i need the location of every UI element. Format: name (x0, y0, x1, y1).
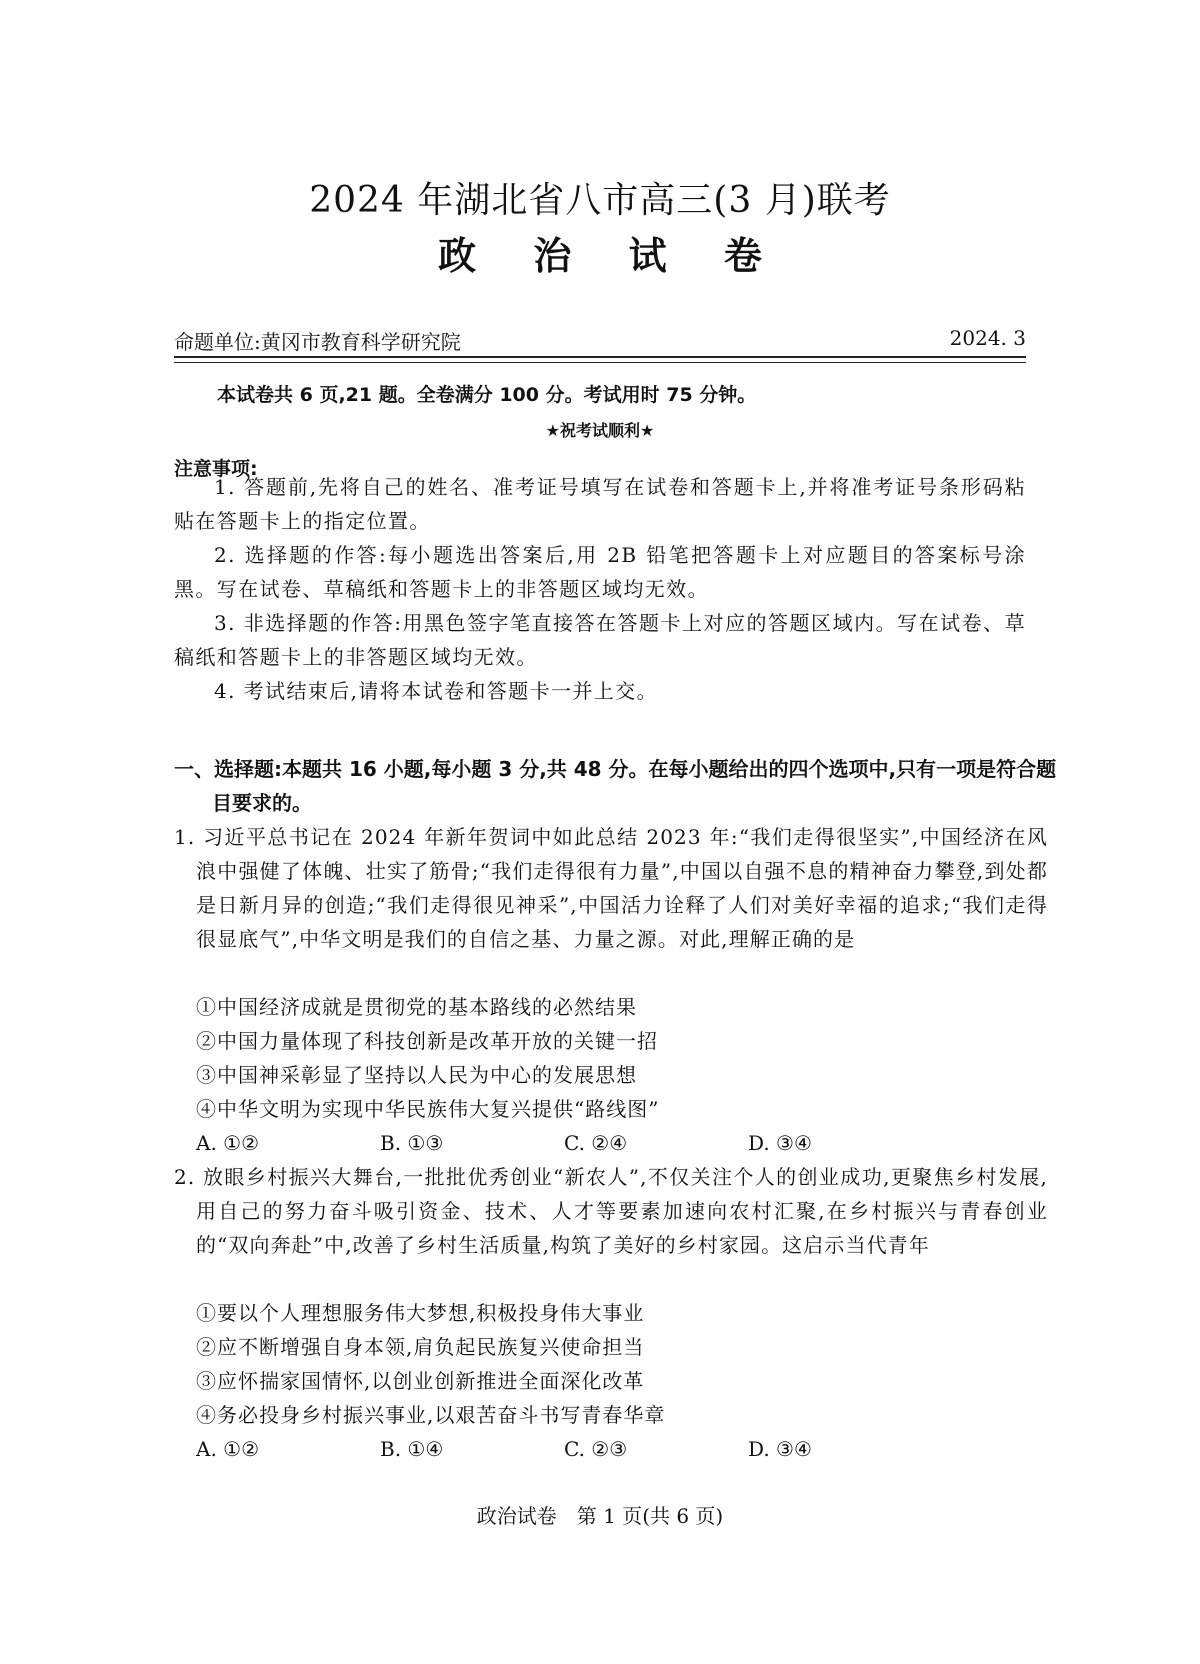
question-1-choice-d: D. ③④ (748, 1131, 812, 1155)
question-2-option: ④务必投身乡村振兴事业,以艰苦奋斗书写青春华章 (196, 1403, 666, 1427)
notice-item-3: 3. 非选择题的作答:用黑色签字笔直接答在答题卡上对应的答题区域内。写在试卷、草稿纸和答题卡上的非答题区域均无效。 (174, 611, 1026, 669)
question-1-stem: 1. 习近平总书记在 2024 年新年贺词中如此总结 2023 年:“我们走得很坚实”,中国经济在风浪中强健了体魄、壮实了筋骨;“我们走得很有力量”,中国以自强不息的精神奋力攀登,到处都是日新月异的创造;“我们走得很见神采”,中国活力诠释了人们对美好幸福的追求;“我们走得很显底气”,中华文明是我们的自信之基、力量之源。对此,理解正确的是 (174, 825, 1048, 951)
subject-title: 政 治 试 卷 (438, 234, 784, 278)
setter-unit: 命题单位:黄冈市教育科学研究院 (174, 330, 461, 354)
question-1-option: ③中国神采彰显了坚持以人民为中心的发展思想 (196, 1063, 637, 1087)
question-2-choice-d: D. ③④ (748, 1437, 812, 1461)
question-1-choice-a: A. ①② (196, 1131, 260, 1155)
header-divider-thick (174, 356, 1026, 358)
good-luck-banner: ★祝考试顺利★ (545, 421, 655, 440)
question-2-option: ③应怀揣家国情怀,以创业创新推进全面深化改革 (196, 1369, 645, 1393)
question-1-option: ④中华文明为实现中华民族伟大复兴提供“路线图” (196, 1097, 660, 1121)
question-1-choice-c: C. ②④ (564, 1131, 628, 1155)
exam-summary: 本试卷共 6 页,21 题。全卷满分 100 分。考试用时 75 分钟。 (217, 384, 757, 406)
question-1-option: ①中国经济成就是贯彻党的基本路线的必然结果 (196, 995, 637, 1019)
header-info-line (174, 326, 1026, 355)
header-divider-thin (174, 362, 1026, 363)
question-2-option: ①要以个人理想服务伟大梦想,积极投身伟大事业 (196, 1301, 645, 1325)
question-2-choice-c: C. ②③ (564, 1437, 628, 1461)
question-2-choice-b: B. ①④ (380, 1437, 444, 1461)
notice-item-4: 4. 考试结束后,请将本试卷和答题卡一并上交。 (214, 679, 658, 703)
question-1-option: ②中国力量体现了科技创新是改革开放的关键一招 (196, 1029, 658, 1053)
notice-item-2: 2. 选择题的作答:每小题选出答案后,用 2B 铅笔把答题卡上对应题目的答案标号涂黑。写在试卷、草稿纸和答题卡上的非答题区域均无效。 (174, 543, 1026, 601)
exam-title: 2024 年湖北省八市高三(3 月)联考 (309, 180, 891, 221)
question-1-choice-b: B. ①③ (380, 1131, 444, 1155)
exam-date: 2024. 3 (949, 326, 1026, 350)
section-heading-choice: 一、选择题:本题共 16 小题,每小题 3 分,共 48 分。在每小题给出的四个选项中,只有一项是符合题目要求的。 (174, 757, 1057, 815)
question-2-option: ②应不断增强自身本领,肩负起民族复兴使命担当 (196, 1335, 645, 1359)
notice-heading: 注意事项: (174, 458, 258, 480)
question-2-stem: 2. 放眼乡村振兴大舞台,一批批优秀创业“新农人”,不仅关注个人的创业成功,更聚焦乡村发展,用自己的努力奋斗吸引资金、技术、人才等要素加速向农村汇聚,在乡村振兴与青春创业的“双向奔赴”中,改善了乡村生活质量,构筑了美好的乡村家园。这启示当代青年 (174, 1165, 1048, 1257)
page-footer: 政治试卷 第 1 页(共 6 页) (476, 1504, 724, 1528)
notice-item-1: 1. 答题前,先将自己的姓名、准考证号填写在试卷和答题卡上,并将准考证号条形码粘贴在答题卡上的指定位置。 (174, 475, 1026, 533)
question-2-choice-a: A. ①② (196, 1437, 260, 1461)
